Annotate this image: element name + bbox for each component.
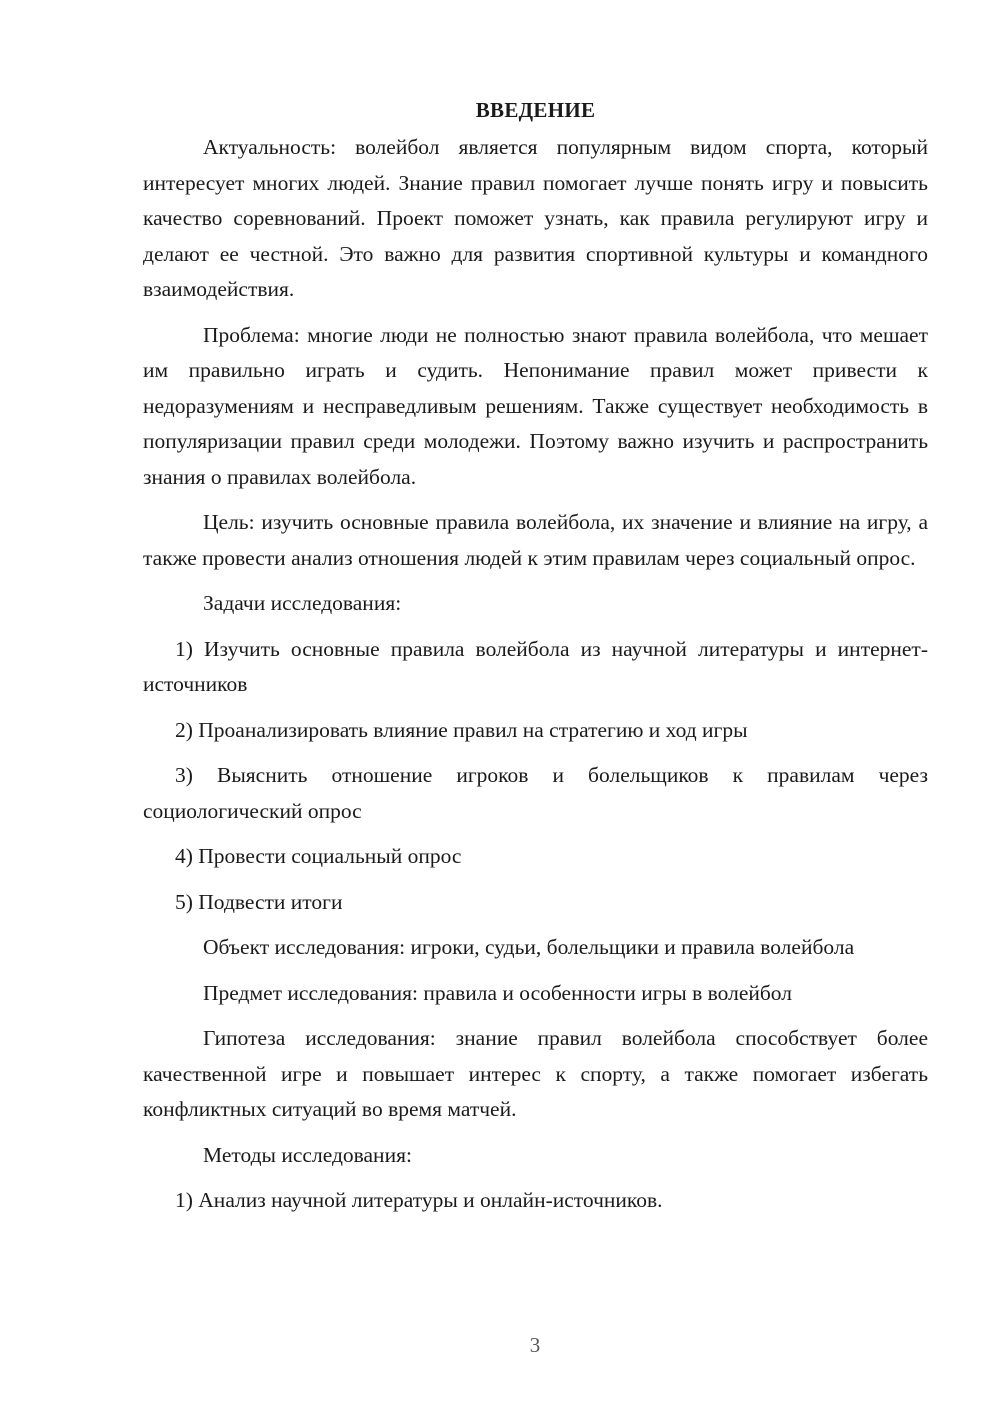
task-item: 4) Провести социальный опрос (175, 844, 462, 868)
tasks-heading: Задачи исследования: (203, 591, 402, 615)
task-item: 2) Проанализировать влияние правил на стратегию и ход игры (175, 717, 748, 742)
methods-heading: Методы исследования: (203, 1142, 412, 1167)
goal-paragraph: Цель: изучить основные правила волейбола, их значение и влияние на игру, а также провести анализ отношения людей к этим правилам через социальный опрос. (143, 510, 928, 570)
page-number: 3 (529, 1333, 541, 1357)
object-paragraph: Объект исследования: игроки, судьи, болельщики и правила волейбола (203, 935, 855, 959)
problem-paragraph: Проблема: многие люди не полностью знают правила волейбола, что мешает им правильно играть и судить. Непонимание правил может привести к недоразумениям и несправедливым решениям. Также существует необходимость в популяризации правил среди молодежи. Поэтому важно изучить и распространить знания о правилах волейбола. (143, 322, 928, 489)
task-item: 5) Подвести итоги (175, 889, 343, 914)
hypothesis-paragraph: Гипотеза исследования: знание правил волейбола способствует более качественной игре и повышает интерес к спорту, а также помогает избегать конфликтных ситуаций во время матчей. (143, 1026, 928, 1121)
subject-paragraph: Предмет исследования: правила и особенности игры в волейбол (203, 980, 793, 1005)
document-page (143, 95, 928, 1229)
task-item: 1) Изучить основные правила волейбола из научной литературы и интернет-источников (143, 636, 928, 696)
page-title: ВВЕДЕНИЕ (475, 98, 596, 122)
method-item: 1) Анализ научной литературы и онлайн-источников. (175, 1188, 663, 1212)
relevance-paragraph: Актуальность: волейбол является популярным видом спорта, который интересует многих людей. Знание правил помогает лучше понять игру и повысить качество соревнований. Проект поможет узнать, как правила регулируют игру и делают ее честной. Это важно для развития спортивной культуры и командного взаимодействия. (143, 135, 928, 301)
task-item: 3) Выяснить отношение игроков и болельщиков к правилам через социологический опрос (143, 763, 928, 823)
